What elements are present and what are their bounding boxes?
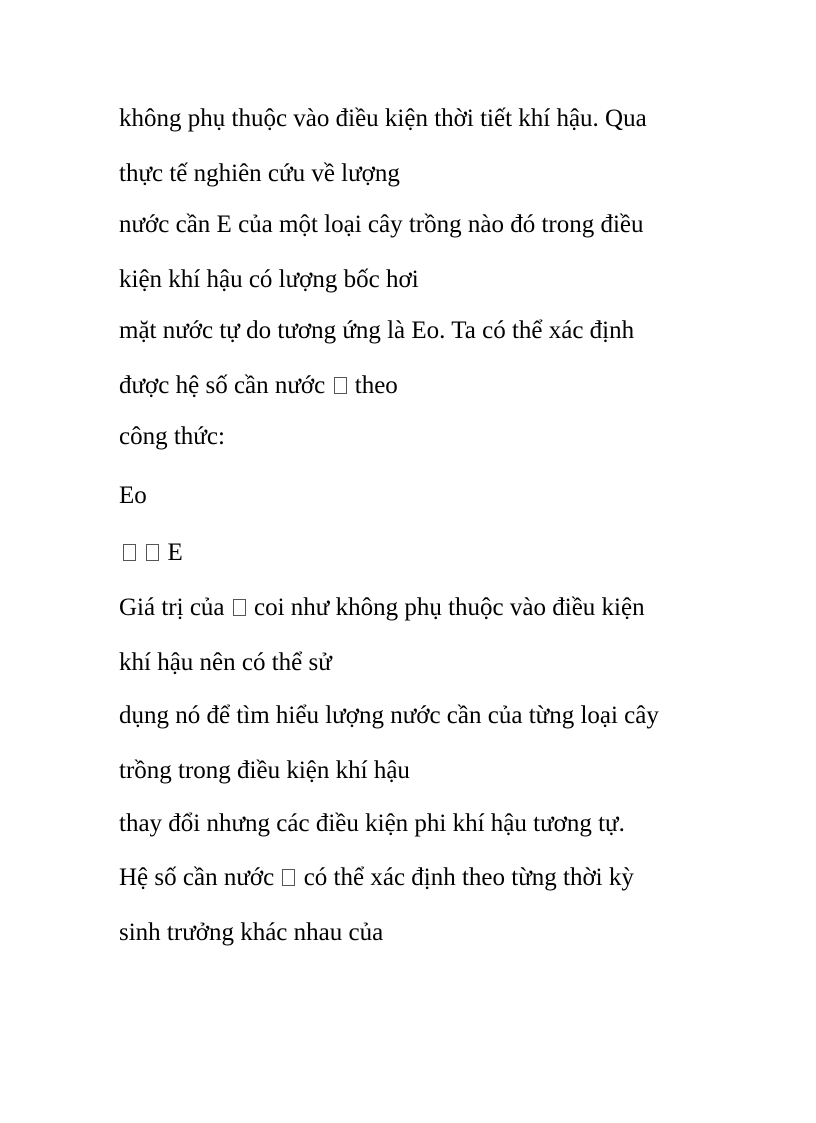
paragraph	[119, 580, 739, 690]
text-run: Giá trị của	[119, 594, 231, 621]
text-run: E	[161, 539, 183, 566]
text-run: được hệ số cần nước	[119, 372, 332, 399]
text-line: Eo	[119, 482, 147, 509]
paragraph	[119, 796, 739, 851]
text-line: nước cần E của một loại cây trồng nào đó trong điều	[119, 211, 644, 238]
text-line: thay đổi nhưng các điều kiện phi khí hậu tương tự.	[119, 810, 625, 837]
text-run: có thể xác định theo từng thời kỳ	[297, 864, 634, 891]
text-line: công thức:	[119, 423, 225, 450]
text-line	[119, 358, 739, 413]
text-run: coi như không phụ thuộc vào điều kiện	[247, 594, 645, 621]
paragraph	[119, 850, 739, 960]
text-line: thực tế nghiên cứu về lượng	[119, 160, 400, 187]
text-line: không phụ thuộc vào điều kiện thời tiết khí hậu. Qua	[119, 105, 647, 132]
text-line	[119, 850, 739, 905]
formula-line	[119, 468, 739, 523]
text-line: trồng trong điều kiện khí hậu	[119, 757, 410, 784]
text-line: dụng nó để tìm hiểu lượng nước cần của từng loại cây	[119, 702, 659, 729]
text-line: mặt nước tự do tương ứng là Eo. Ta có thể xác định	[119, 317, 635, 344]
missing-glyph-icon	[123, 544, 136, 561]
text-line: sinh trưởng khác nhau của	[119, 919, 384, 946]
text-line: kiện khí hậu có lượng bốc hơi	[119, 266, 419, 293]
paragraph	[119, 303, 739, 413]
paragraph	[119, 688, 739, 798]
formula-line	[119, 525, 739, 580]
text-run	[138, 539, 144, 566]
missing-glyph-icon	[146, 544, 159, 561]
text-line	[119, 525, 739, 580]
missing-glyph-icon	[282, 869, 295, 886]
missing-glyph-icon	[334, 377, 347, 394]
paragraph	[119, 197, 739, 307]
text-run: theo	[348, 372, 398, 399]
missing-glyph-icon	[233, 599, 246, 616]
text-line: khí hậu nên có thể sử	[119, 649, 332, 676]
paragraph	[119, 91, 739, 201]
text-run: Hệ số cần nước	[119, 864, 281, 891]
text-line	[119, 580, 739, 635]
paragraph	[119, 409, 739, 464]
